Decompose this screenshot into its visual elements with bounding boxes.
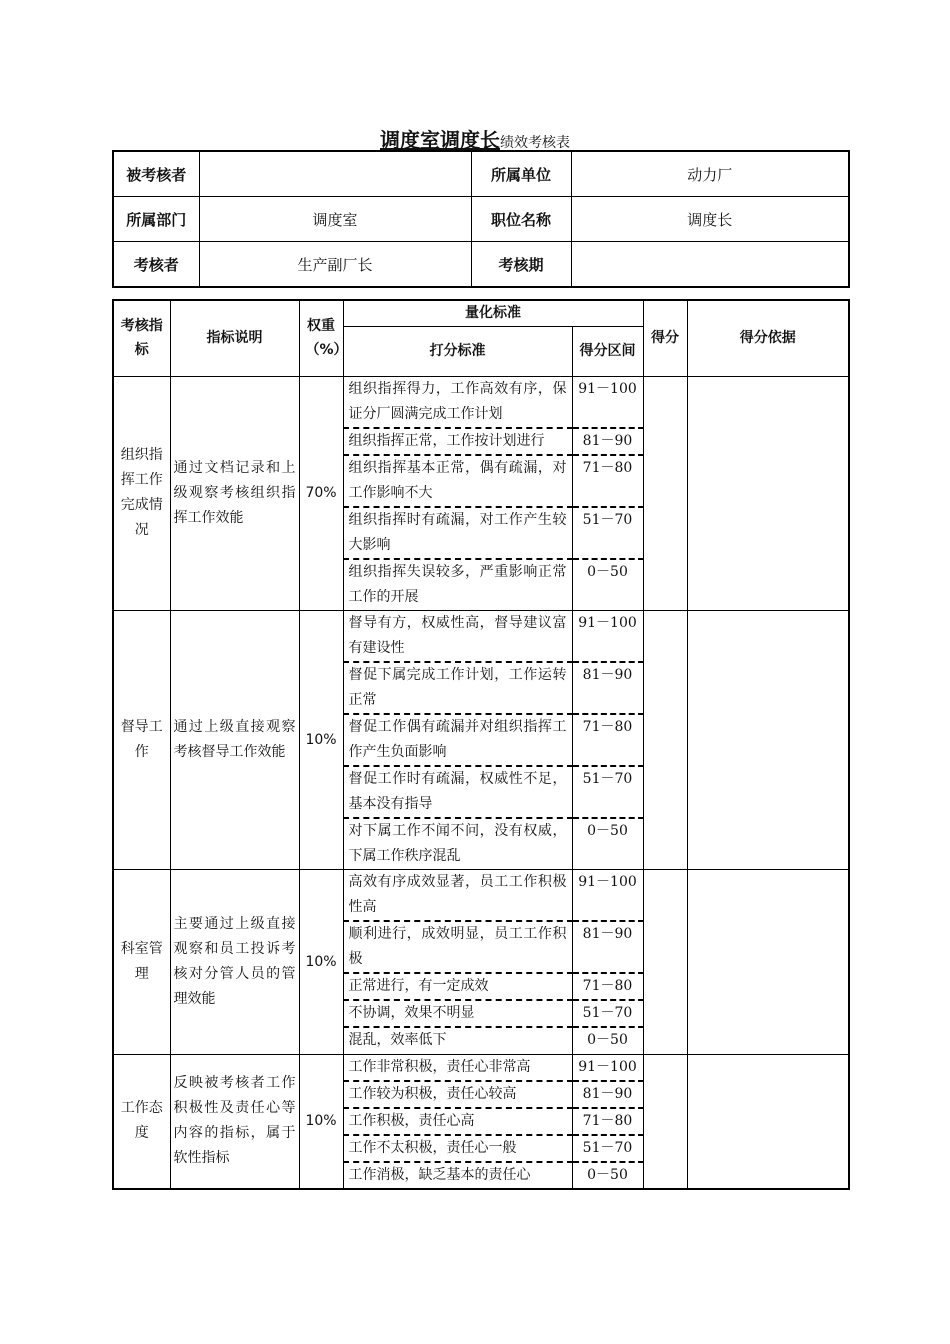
scoring-standard: 督促工作偶有疏漏并对组织指挥工作产生负面影响 <box>343 714 572 766</box>
dept-label: 所属部门 <box>113 197 199 242</box>
score-range: 81－90 <box>572 921 643 973</box>
scoring-standard: 督促工作时有疏漏，权威性不足，基本没有指导 <box>343 766 572 818</box>
indicator-weight: 10% <box>299 870 343 1055</box>
scoring-standard: 组织指挥得力，工作高效有序，保证分厂圆满完成工作计划 <box>343 376 572 428</box>
score-range: 0－50 <box>572 818 643 870</box>
scoring-standard: 工作消极，缺乏基本的责任心 <box>343 1162 572 1189</box>
indicator-description: 反映被考核者工作积极性及责任心等内容的指标，属于软性指标 <box>170 1054 299 1189</box>
scoring-standard: 正常进行，有一定成效 <box>343 973 572 1000</box>
indicator-weight: 10% <box>299 611 343 870</box>
scoring-standard: 高效有序成效显著，员工工作积极性高 <box>343 870 572 922</box>
score-cell[interactable] <box>643 1054 687 1189</box>
score-range: 81－90 <box>572 428 643 455</box>
score-range: 51－70 <box>572 1000 643 1027</box>
header-quantitative: 量化标准 <box>343 300 643 326</box>
score-range: 71－80 <box>572 455 643 507</box>
scoring-standard: 组织指挥基本正常，偶有疏漏，对工作影响不大 <box>343 455 572 507</box>
title-main: 调度室调度长 <box>380 128 500 152</box>
scoring-standard: 不协调，效果不明显 <box>343 1000 572 1027</box>
indicator-name: 工作态度 <box>113 1054 170 1189</box>
score-range: 0－50 <box>572 559 643 611</box>
indicator-description: 通过文档记录和上级观察考核组织指挥工作效能 <box>170 376 299 611</box>
header-scoring-standard: 打分标准 <box>343 326 572 376</box>
period-value[interactable] <box>571 242 849 288</box>
title-sub: 绩效考核表 <box>500 135 570 151</box>
score-cell[interactable] <box>643 376 687 611</box>
indicator-name: 科室管理 <box>113 870 170 1055</box>
period-label: 考核期 <box>471 242 571 288</box>
scoring-standard: 督导有方，权威性高，督导建议富有建设性 <box>343 611 572 663</box>
assessment-table <box>112 299 850 1190</box>
scoring-standard: 组织指挥失误较多，严重影响正常工作的开展 <box>343 559 572 611</box>
score-range: 51－70 <box>572 766 643 818</box>
scoring-standard: 组织指挥时有疏漏，对工作产生较大影响 <box>343 507 572 559</box>
unit-value[interactable]: 动力厂 <box>571 151 849 197</box>
header-score: 得分 <box>643 300 687 376</box>
examinee-label: 被考核者 <box>113 151 199 197</box>
position-value[interactable]: 调度长 <box>571 197 849 242</box>
score-range: 81－90 <box>572 662 643 714</box>
header-score-range: 得分区间 <box>572 326 643 376</box>
scoring-standard: 工作积极，责任心高 <box>343 1108 572 1135</box>
basis-cell[interactable] <box>687 870 849 1055</box>
score-range: 81－90 <box>572 1081 643 1108</box>
score-range: 0－50 <box>572 1162 643 1189</box>
examiner-label: 考核者 <box>113 242 199 288</box>
scoring-standard: 对下属工作不闻不问，没有权威，下属工作秩序混乱 <box>343 818 572 870</box>
score-range: 71－80 <box>572 1108 643 1135</box>
scoring-standard: 工作较为积极，责任心较高 <box>343 1081 572 1108</box>
indicator-name: 组织指挥工作完成情况 <box>113 376 170 611</box>
score-range: 51－70 <box>572 1135 643 1162</box>
scoring-standard: 工作不太积极，责任心一般 <box>343 1135 572 1162</box>
indicator-description: 主要通过上级直接观察和员工投诉考核对分管人员的管理效能 <box>170 870 299 1055</box>
scoring-standard: 组织指挥正常，工作按计划进行 <box>343 428 572 455</box>
score-range: 91－100 <box>572 376 643 428</box>
scoring-standard: 督促下属完成工作计划，工作运转正常 <box>343 662 572 714</box>
score-range: 91－100 <box>572 870 643 922</box>
header-weight: 权重（%） <box>299 300 343 376</box>
basis-cell[interactable] <box>687 611 849 870</box>
score-range: 71－80 <box>572 714 643 766</box>
scoring-standard: 顺利进行，成效明显，员工工作积极 <box>343 921 572 973</box>
score-range: 91－100 <box>572 611 643 663</box>
page-title <box>0 124 950 153</box>
indicator-description: 通过上级直接观察考核督导工作效能 <box>170 611 299 870</box>
header-indicator: 考核指标 <box>113 300 170 376</box>
scoring-standard: 工作非常积极，责任心非常高 <box>343 1054 572 1081</box>
indicator-name: 督导工作 <box>113 611 170 870</box>
score-range: 71－80 <box>572 973 643 1000</box>
scoring-standard: 混乱，效率低下 <box>343 1027 572 1054</box>
score-range: 51－70 <box>572 507 643 559</box>
basis-cell[interactable] <box>687 1054 849 1189</box>
indicator-weight: 10% <box>299 1054 343 1189</box>
indicator-weight: 70% <box>299 376 343 611</box>
header-basis: 得分依据 <box>687 300 849 376</box>
score-cell[interactable] <box>643 870 687 1055</box>
score-cell[interactable] <box>643 611 687 870</box>
info-table <box>112 150 850 288</box>
unit-label: 所属单位 <box>471 151 571 197</box>
header-description: 指标说明 <box>170 300 299 376</box>
score-range: 91－100 <box>572 1054 643 1081</box>
examinee-value[interactable] <box>199 151 471 197</box>
basis-cell[interactable] <box>687 376 849 611</box>
examiner-value[interactable]: 生产副厂长 <box>199 242 471 288</box>
score-range: 0－50 <box>572 1027 643 1054</box>
position-label: 职位名称 <box>471 197 571 242</box>
dept-value[interactable]: 调度室 <box>199 197 471 242</box>
